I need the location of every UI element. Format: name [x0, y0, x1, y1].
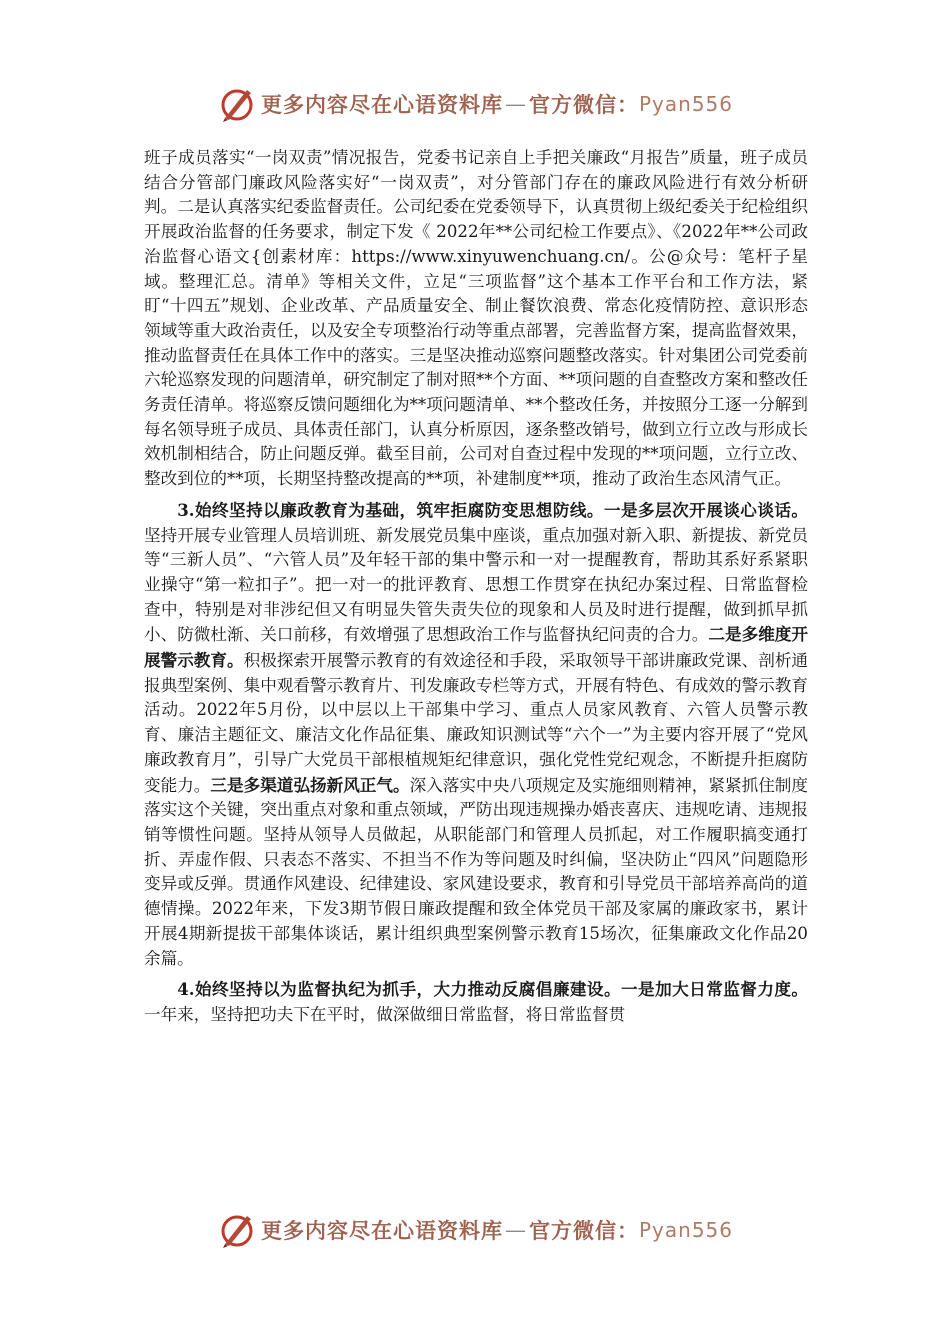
footer-contact-id: Pyan556 [638, 1218, 733, 1242]
document-body [144, 146, 808, 1028]
paragraph-2-point-3-text: 深入落实中央八项规定及实施细则精神，紧紧抓住制度落实这个关键，突出重点对象和重点领域，严防出现违规操办婚丧喜庆、违规吃请、违规报销等惯性问题。坚持从领导人员做起，从职能部门和管理人员抓起，对工作履职搞变通打折、弄虚作假、只表态不落实、不担当不作为等问题及时纠偏，坚决防止“四风”问题隐形变异或反弹。贯通作风建设、纪律建设、家风建设要求，教育和引导党员干部培养高尚的道德情操。2022年来，下发3期节假日廉政提醒和致全体党员干部及家属的廉政家书，累计开展4期新提拔干部集体谈话，累计组织典型案例警示教育15场次，征集廉政文化作品20余篇。 [144, 775, 809, 968]
paragraph-2-lead: 3.始终坚持以廉政教育为基础，筑牢拒腐防变思想防线。 [177, 499, 604, 520]
header-brand-text: 更多内容尽在心语资料库 [260, 92, 503, 117]
header-separator: — [504, 92, 527, 116]
paragraph-3-point-1-title: 一是加大日常监督力度。 [621, 979, 809, 1000]
paragraph-2-point-1-title: 一是多层次开展谈心谈话。 [603, 499, 808, 520]
paragraph-2-point-2-text: 积极探索开展警示教育的有效途径和手段，采取领导干部讲廉政党课、剖析通报典型案例、集中观看警示教育片、刊发廉政专栏等方式，开展有特色、有成效的警示教育活动。2022年5月份，以中层以上干部集中学习、重点人员家风教育、六管人员警示教育、廉洁主题征文、廉洁文化作品征集、廉政知识测试等“六个一”为主要内容开展了“党风廉政教育月”，引导广大党员干部根植规矩纪律意识，强化党性党纪观念，不断提升拒腐防变能力。 [144, 651, 809, 795]
paragraph-3-lead: 4.始终坚持以为监督执纪为抓手，大力推动反腐倡廉建设。 [177, 979, 621, 1000]
header-contact-label: 官方微信： [528, 92, 639, 117]
paragraph-2-point-2-title: 二是多维度开展警示教育。 [144, 624, 809, 671]
pen-in-circle-icon [217, 1210, 257, 1250]
paragraph-3-point-1-text: 一年来，坚持把功夫下在平时，做深做细日常监督，将日常监督贯 [144, 1004, 626, 1024]
pen-in-circle-icon [217, 84, 257, 124]
footer-banner [0, 1208, 950, 1252]
footer-contact-label: 官方微信： [528, 1218, 639, 1243]
footer-brand-text: 更多内容尽在心语资料库 [260, 1218, 503, 1243]
paragraph-2-point-3-title: 三是多渠道弘扬新风正气。 [210, 774, 410, 795]
footer-separator: — [504, 1218, 527, 1242]
paragraph-2 [144, 498, 808, 971]
paragraph-1: 班子成员落实“一岗双责”情况报告，党委书记亲自上手把关廉政“月报告”质量，班子成员结合分管部门廉政风险落实好“一岗双责”，对分管部门存在的廉政风险进行有效分析研判。二是认真落实纪委监督责任。公司纪委在党委领导下，认真贯彻上级纪委关于纪检组织开展政治监督的任务要求，制定下发《 2022年**公司纪检工作要点》、《2022年**公司政治监督心语文{创素材库：https://www.xinyuwenchuang.cn/。公@众号：笔杆子星域。整理汇总。清单》等相关文件，立足“三项监督”这个基本工作平台和工作方法，紧盯“十四五”规划、企业改革、产品质量安全、制止餐饮浪费、常态化疫情防控、意识形态领域等重大政治责任，以及安全专项整治行动等重点部署，完善监督方案，提高监督效果，推动监督责任在具体工作中的落实。三是坚决推动巡察问题整改落实。针对集团公司党委前六轮巡察发现的问题清单，研究制定了制对照**个方面、**项问题的自查整改方案和整改任务责任清单。将巡察反馈问题细化为**项问题清单、**个整改任务，并按照分工逐一分解到每名领导班子成员、具体责任部门，认真分析原因，逐条整改销号，做到立行立改与形成长效机制相结合，防止问题反弹。截至目前，公司对自查过程中发现的**项问题，立行立改、整改到位的**项，长期坚持整改提高的**项，补建制度**项，推动了政治生态风清气正。 [144, 148, 808, 489]
header-contact-id: Pyan556 [638, 92, 733, 116]
paragraph-3 [144, 977, 808, 1027]
paragraph-2-point-1-text: 坚持开展专业管理人员培训班、新发展党员集中座谈，重点加强对新入职、新提拔、新党员等“三新人员”、“六管人员”及年轻干部的集中警示和一对一提醒教育，帮助其系好系紧职业操守“第一粒扣子”。把一对一的批评教育、思想工作贯穿在执纪办案过程、日常监督检查中，特别是对非涉纪但又有明显失管失责失位的现象和人员及时进行提醒，做到抓早抓小、防微杜渐、关口前移，有效增强了思想政治工作与监督执纪问责的合力。 [144, 525, 808, 645]
header-banner [0, 82, 950, 126]
